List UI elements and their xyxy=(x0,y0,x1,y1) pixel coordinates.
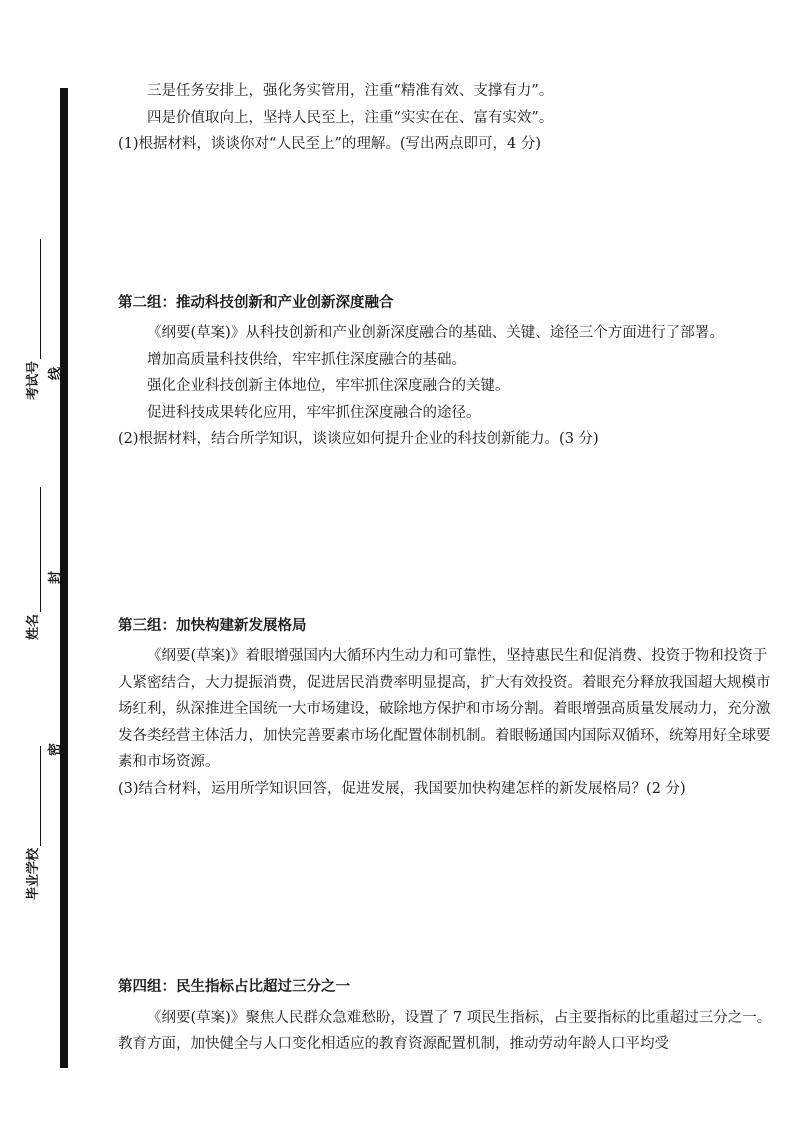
answer-area-2[interactable] xyxy=(118,453,778,613)
seal-mark-line: 线 xyxy=(48,366,63,380)
exam-number-blank[interactable] xyxy=(40,239,41,359)
group-2-para-4: 促进科技成果转化应用，牢牢抓住深度融合的途径。 xyxy=(147,404,481,421)
answer-area-1[interactable] xyxy=(118,158,778,290)
group-2-title: 第二组：推动科技创新和产业创新深度融合 xyxy=(118,294,394,311)
school-field[interactable] xyxy=(22,746,41,900)
name-field[interactable] xyxy=(22,487,41,640)
answer-area-3[interactable] xyxy=(118,802,778,974)
exam-content xyxy=(118,78,778,1058)
intro-item-3: 三是任务安排上，强化务实管用，注重“精准有效、支撑有力”。 xyxy=(147,83,554,99)
group-3-title: 第三组：加快构建新发展格局 xyxy=(118,617,307,634)
name-blank[interactable] xyxy=(40,487,41,612)
seal-mark-dense: 密 xyxy=(48,742,63,756)
group-2-para-1: 《纲要(草案)》从科技创新和产业创新深度融合的基础、关键、途径三个方面进行了部署。 xyxy=(147,325,724,341)
school-blank[interactable] xyxy=(40,746,41,846)
seal-mark-seal: 封 xyxy=(48,570,63,584)
name-label: 姓名 xyxy=(26,613,41,640)
group-4-para-1: 《纲要(草案)》聚焦人民群众急难愁盼，设置了 7 项民生指标，占主要指标的比重超过三分之一。教育方面，加快健全与人口变化相适应的教育资源配置机制，推动劳动年龄人口平均受 xyxy=(118,1009,772,1052)
intro-item-4: 四是价值取向上，坚持人民至上，注重“实实在在、富有实效”。 xyxy=(147,109,554,126)
group-2-para-2: 增加高质量科技供给，牢牢抓住深度融合的基础。 xyxy=(147,351,466,368)
question-1: (1)根据材料，谈谈你对“人民至上”的理解。(写出两点即可，4 分) xyxy=(118,136,542,152)
group-3-para-1: 《纲要(草案)》着眼增强国内大循环内生动力和可靠性，坚持惠民生和促消费、投资于物和投资于人紧密结合，大力提振消费，促进居民消费率明显提高，扩大有效投资。着眼充分释放我国超大规模市场红利，纵深推进全国统一大市场建设，破除地方保护和市场分割。着眼增强高质量发展动力，充分激发各类经营主体活力，加快完善要素市场化配置体制机制。着眼畅通国内国际双循环，统筹用好全球要素和市场资源。 xyxy=(118,648,771,770)
group-2-para-3: 强化企业科技创新主体地位，牢牢抓住深度融合的关键。 xyxy=(147,378,510,394)
question-2: (2)根据材料，结合所学知识，谈谈应如何提升企业的科技创新能力。(3 分) xyxy=(118,431,599,447)
question-3: (3)结合材料，运用所学知识回答，促进发展，我国要加快构建怎样的新发展格局？(2 分) xyxy=(118,780,686,797)
exam-number-field[interactable] xyxy=(22,239,41,400)
group-4-title: 第四组：民生指标占比超过三分之一 xyxy=(118,979,350,995)
school-label: 毕业学校 xyxy=(26,847,41,900)
exam-number-label: 考试号 xyxy=(26,360,41,400)
